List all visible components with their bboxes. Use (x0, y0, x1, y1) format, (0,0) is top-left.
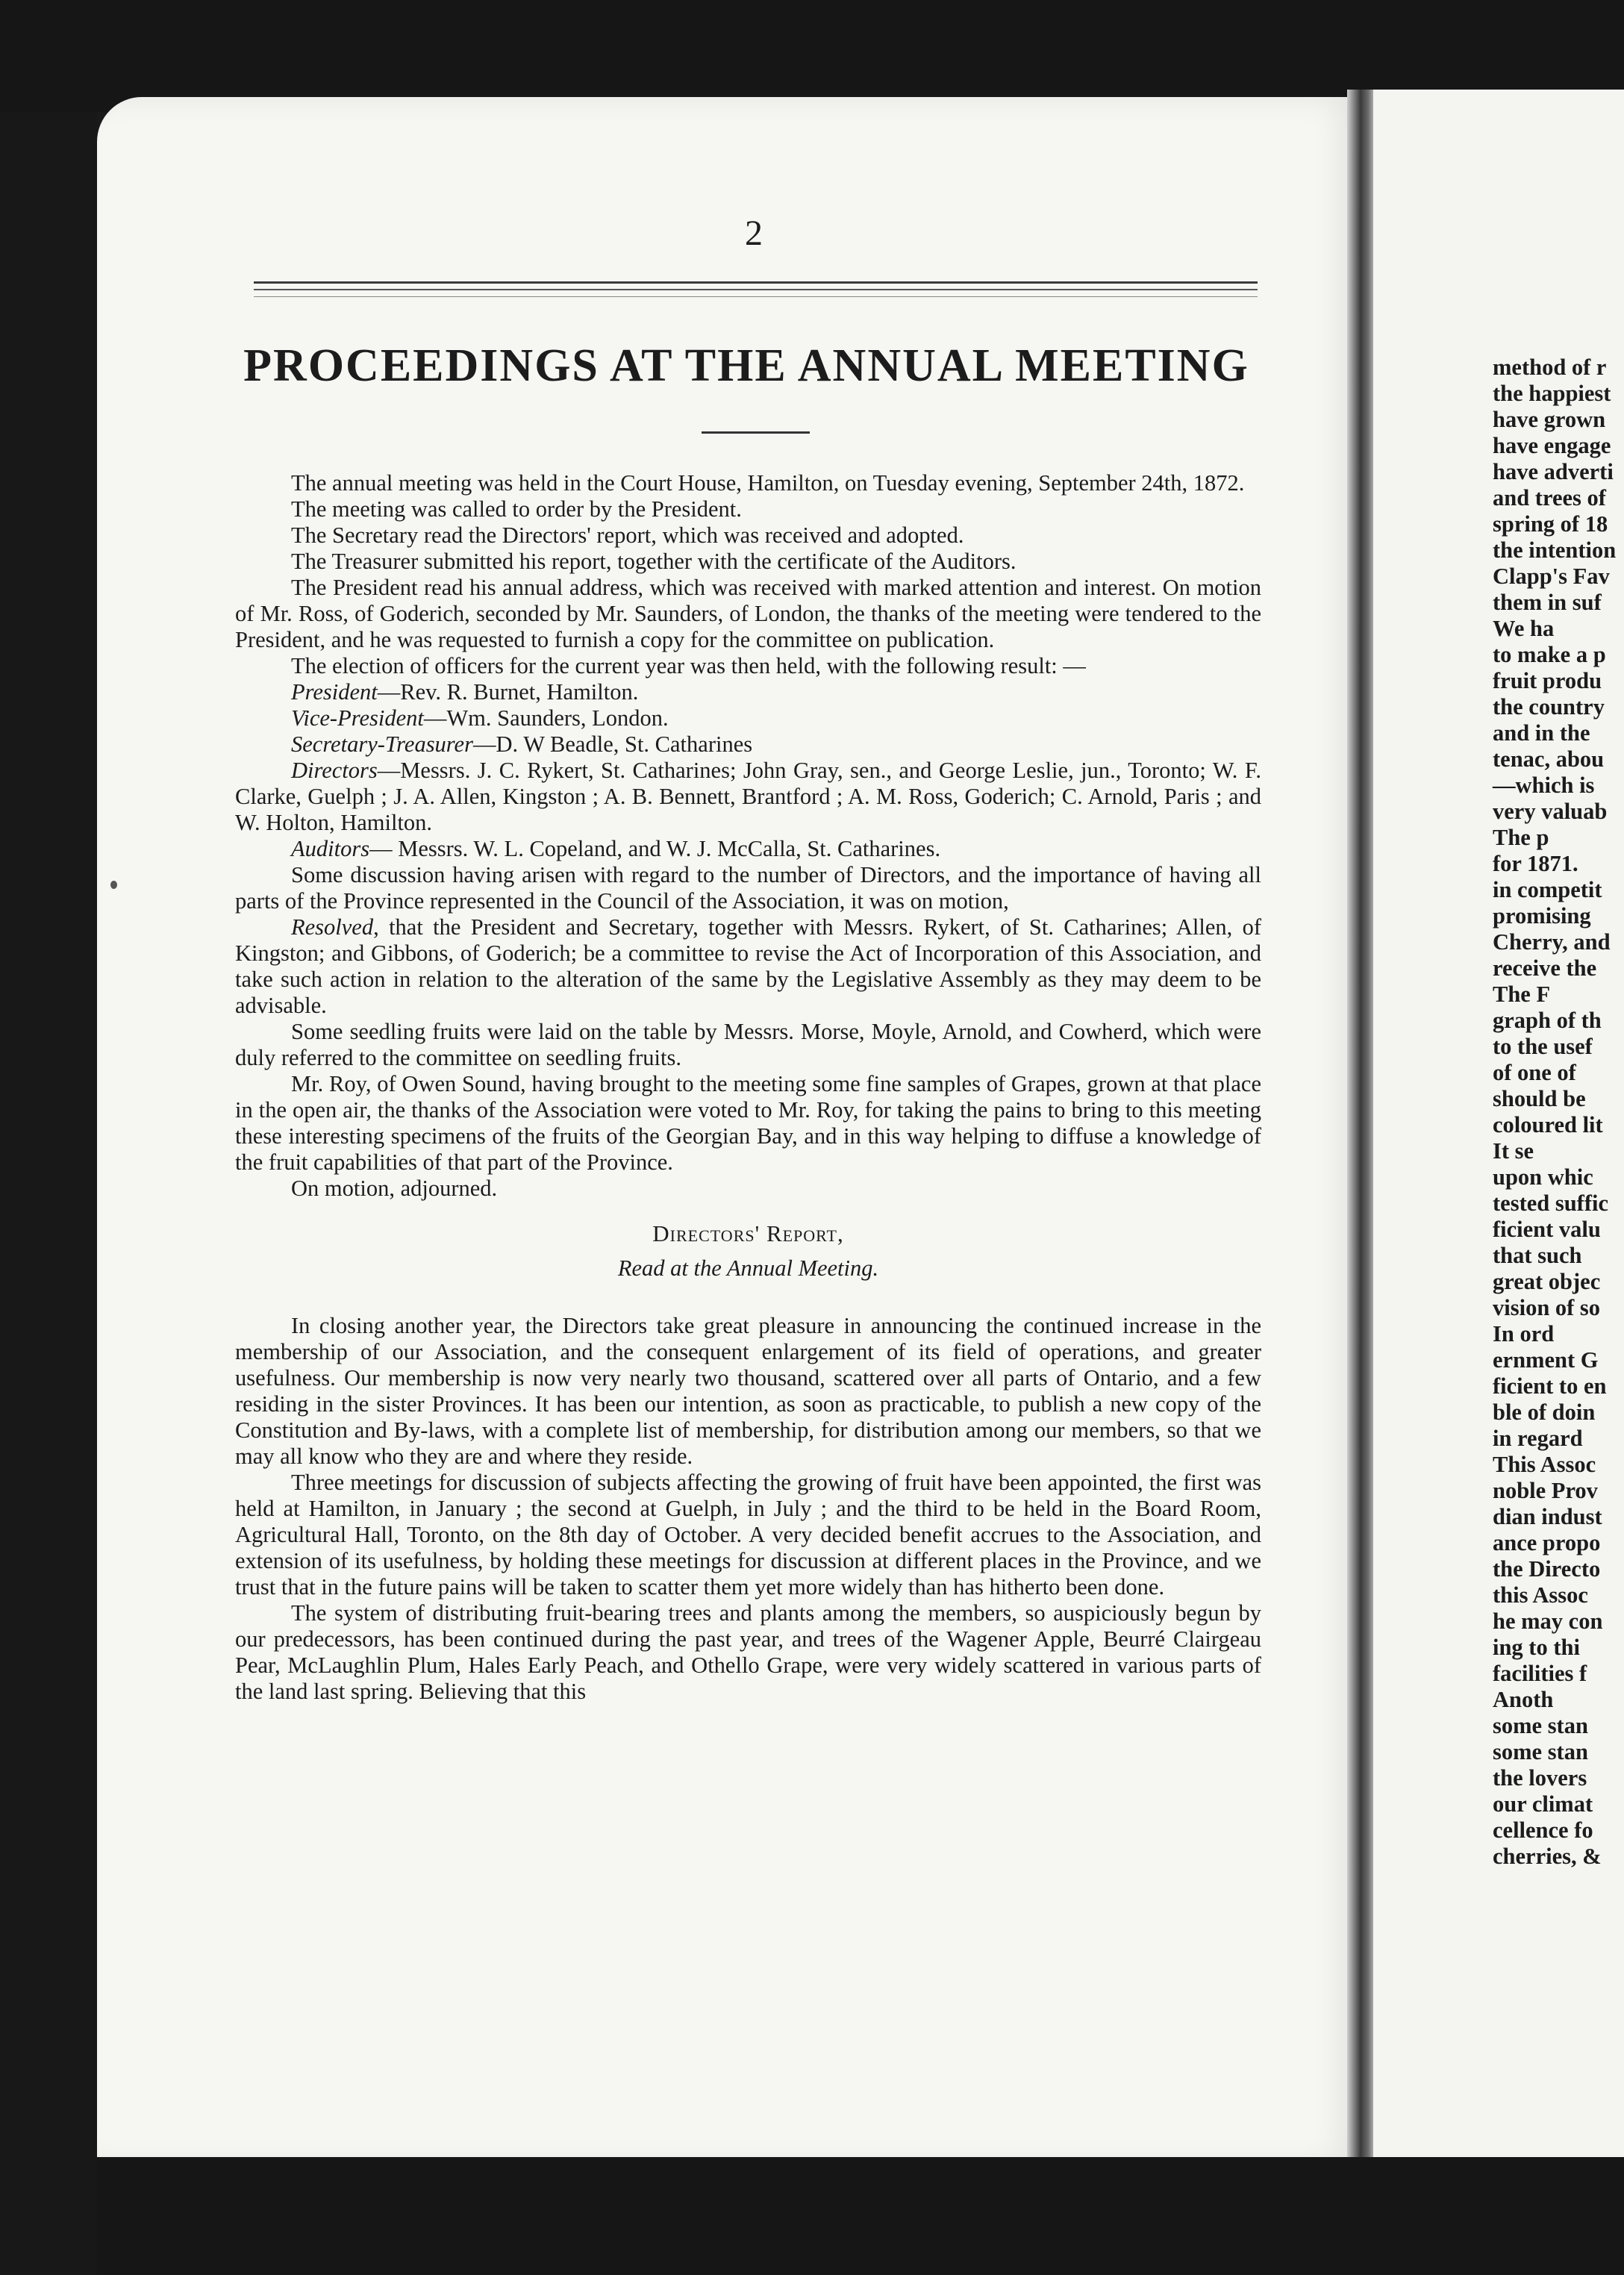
officer-label: Directors (291, 758, 378, 783)
right-page-line: very valuab (1493, 799, 1608, 824)
right-page-line: In ord (1493, 1321, 1555, 1346)
header-rule-thin (254, 296, 1258, 297)
officer-entry (235, 705, 1261, 731)
officer-value: — Messrs. W. L. Copeland, and W. J. McCalla, St. Catharines. (369, 836, 941, 861)
right-page-line: have adverti (1493, 459, 1614, 484)
right-page-line: It se (1493, 1138, 1534, 1164)
officer-value: —D. W Beadle, St. Catharines (472, 731, 753, 757)
right-page-line: ance propo (1493, 1530, 1601, 1555)
officer-label: President (291, 679, 378, 705)
right-page-line: some stan (1493, 1713, 1588, 1738)
right-page-line: ernment G (1493, 1347, 1599, 1373)
right-page-line: and in the (1493, 720, 1590, 746)
officer-label: Vice-President (291, 705, 424, 731)
right-page-line: cherries, & (1493, 1844, 1602, 1869)
right-page-line: he may con (1493, 1608, 1603, 1634)
paragraph: The Treasurer submitted his report, together with the certificate of the Auditors. (291, 549, 1016, 574)
right-page-line: the Directo (1493, 1556, 1601, 1582)
report-paragraph: In closing another year, the Directors take great pleasure in announcing the continued increase in the membership of our Association, and the consequent enlargement of its field of operations, and greater usefulness. Our membership is now very nearly two thousand, scattered over all parts of Ontario, and a few residing in the sister Provinces. It has been our intention, as soon as practicable, to publish a new copy of the Constitution and By-laws, with a complete list of membership, for distribution among our members, so that we may all know who they are and where they reside. (235, 1313, 1261, 1469)
page-title: PROCEEDINGS AT THE ANNUAL MEETING (243, 340, 1249, 391)
right-page-line: facilities f (1493, 1661, 1587, 1686)
article-body (235, 470, 1261, 1705)
officer-entry (235, 758, 1261, 836)
right-page-line: in competit (1493, 877, 1602, 902)
officer-value: —Rev. R. Burnet, Hamilton. (377, 679, 639, 705)
right-page-line: method of r (1493, 355, 1607, 380)
right-page-line: The p (1493, 825, 1549, 850)
right-page-line: Cherry, and (1493, 929, 1611, 955)
right-page-line: vision of so (1493, 1295, 1601, 1320)
header-rule-thick (254, 281, 1258, 284)
paragraph: The election of officers for the current year was then held, with the following result: — (291, 653, 1086, 678)
right-page-line: upon whic (1493, 1164, 1593, 1190)
right-page-line: fruit produ (1493, 668, 1602, 693)
right-page-line: to the usef (1493, 1034, 1593, 1059)
right-page-line: them in suf (1493, 590, 1602, 615)
resolution (235, 914, 1261, 1019)
right-page-line: tenac, abou (1493, 746, 1605, 772)
right-page-line: to make a p (1493, 642, 1606, 667)
right-page-line: the happiest (1493, 381, 1611, 406)
right-page-line: this Assoc (1493, 1582, 1588, 1608)
officer-value: —Messrs. J. C. Rykert, St. Catharines; John Gray, sen., and George Leslie, jun., Toronto; W. F. Clarke, Guelph ; J. A. Allen, Kingston ; A. B. Bennett, Brantford ; A. M. Ross, Goderich; C. Arnold, Paris ; and W. Holton, Hamilton. (235, 758, 1261, 835)
book-gutter (1347, 90, 1377, 2179)
right-page-line: spring of 18 (1493, 511, 1608, 537)
right-page-line: and trees of (1493, 485, 1606, 511)
officer-label: Secretary-Treasurer (291, 731, 473, 757)
right-page-line: promising (1493, 903, 1591, 929)
right-page-line: of one of (1493, 1060, 1576, 1085)
page-number: 2 (745, 213, 763, 253)
section-heading: Directors' Report, (652, 1220, 844, 1246)
resolved-text: , that the President and Secretary, together with Messrs. Rykert, of St. Catharines; Allen, of Kingston; and Gibbons, of Goderich; be a committee to revise the Act of Incorporation of this Association, and take such action in relation to the alteration of the same by the Legislative Assembly as they may deem to be advisable. (235, 914, 1261, 1018)
right-page-line: cellence fo (1493, 1817, 1593, 1843)
section-subheading: Read at the Annual Meeting. (617, 1255, 879, 1281)
report-paragraph: Three meetings for discussion of subjects affecting the growing of fruit have been appointed, the first was held at Hamilton, in January ; the second at Guelph, in July ; and the third to be held in the Board Room, Agricultural Hall, Toronto, on the 8th day of October. A very decided benefit accrues to the Association, and extension of its usefulness, by holding these meetings for discussion at different places in the Province, and we trust that in the future pains will be taken to scatter them yet more widely than has hitherto been done. (235, 1470, 1261, 1600)
right-page-line: ficient to en (1493, 1373, 1607, 1399)
right-page-line: have engage (1493, 433, 1611, 458)
right-page-line: for 1871. (1493, 851, 1578, 876)
right-page-line: We ha (1493, 616, 1555, 641)
right-page-line: the intention (1493, 537, 1617, 563)
paragraph: The Secretary read the Directors' report, which was received and adopted. (291, 522, 964, 548)
right-page-line: Anoth (1493, 1687, 1554, 1712)
report-paragraph: The system of distributing fruit-bearing trees and plants among the members, so auspiciously begun by our predecessors, has been continued during the past year, and trees of the Wagener Apple, Beurré Clairgeau Pear, McLaughlin Plum, Hales Early Peach, and Othello Grape, were very widely scattered in various parts of the land last spring. Believing that this (235, 1600, 1261, 1704)
paragraph: On motion, adjourned. (291, 1176, 498, 1201)
scan-background-left (0, 112, 97, 2275)
right-page-line: have grown (1493, 407, 1606, 432)
right-page-line: dian indust (1493, 1504, 1602, 1529)
paragraph: Some discussion having arisen with regard to the number of Directors, and the importance of having all parts of the Province represented in the Council of the Association, it was on motion, (235, 862, 1261, 914)
officer-entry (235, 731, 1261, 758)
right-page-line: Clapp's Fav (1493, 564, 1610, 589)
right-page-line: in regard (1493, 1426, 1583, 1451)
right-page-line: ing to thi (1493, 1635, 1580, 1660)
scan-speck (110, 881, 117, 889)
title-underline (702, 431, 810, 434)
officer-label: Auditors (291, 836, 370, 861)
paragraph: Some seedling fruits were laid on the table by Messrs. Morse, Moyle, Arnold, and Cowherd, which were duly referred to the committee on seedling fruits. (235, 1019, 1261, 1070)
right-page-line: great objec (1493, 1269, 1601, 1294)
right-page-line: This Assoc (1493, 1452, 1596, 1477)
right-page-line: that such (1493, 1243, 1582, 1268)
officer-entry (235, 679, 1261, 705)
right-page-line: graph of th (1493, 1008, 1602, 1033)
right-page-line: the lovers (1493, 1765, 1587, 1791)
right-page-line: The F (1493, 982, 1551, 1007)
right-page-line: coloured lit (1493, 1112, 1603, 1138)
right-page-text (1493, 355, 1624, 1870)
right-page-line: ble of doin (1493, 1399, 1596, 1425)
paragraph: The meeting was called to order by the President. (291, 496, 742, 522)
paragraph: The annual meeting was held in the Court House, Hamilton, on Tuesday evening, September 24th, 1872. (291, 470, 1245, 496)
paragraph: Mr. Roy, of Owen Sound, having brought to the meeting some fine samples of Grapes, grown at that place in the open air, the thanks of the Association were voted to Mr. Roy, for taking the pains to bring to this meeting these interesting specimens of the fruits of the Georgian Bay, and in this way helping to diffuse a knowledge of the fruit capabilities of that part of the Province. (235, 1071, 1261, 1175)
right-page-line: should be (1493, 1086, 1586, 1111)
right-page-line: tested suffic (1493, 1190, 1609, 1216)
officer-entry (235, 836, 1261, 862)
resolved-label: Resolved (291, 914, 374, 940)
right-page-line: the country (1493, 694, 1605, 720)
right-page-line: —which is (1493, 773, 1595, 798)
right-page-line: receive the (1493, 955, 1597, 981)
right-page-line: our climat (1493, 1791, 1593, 1817)
right-page-line: ficient valu (1493, 1217, 1601, 1242)
paragraph: The President read his annual address, which was received with marked attention and interest. On motion of Mr. Ross, of Goderich, seconded by Mr. Saunders, of London, the thanks of the meeting were tendered to the President, and he was requested to furnish a copy for the committee on publication. (235, 575, 1261, 652)
right-page-line: some stan (1493, 1739, 1588, 1764)
right-page-line: noble Prov (1493, 1478, 1598, 1503)
header-rule-medium (254, 289, 1258, 290)
scan-background-bottom (97, 2157, 1624, 2275)
officer-value: —Wm. Saunders, London. (423, 705, 669, 731)
